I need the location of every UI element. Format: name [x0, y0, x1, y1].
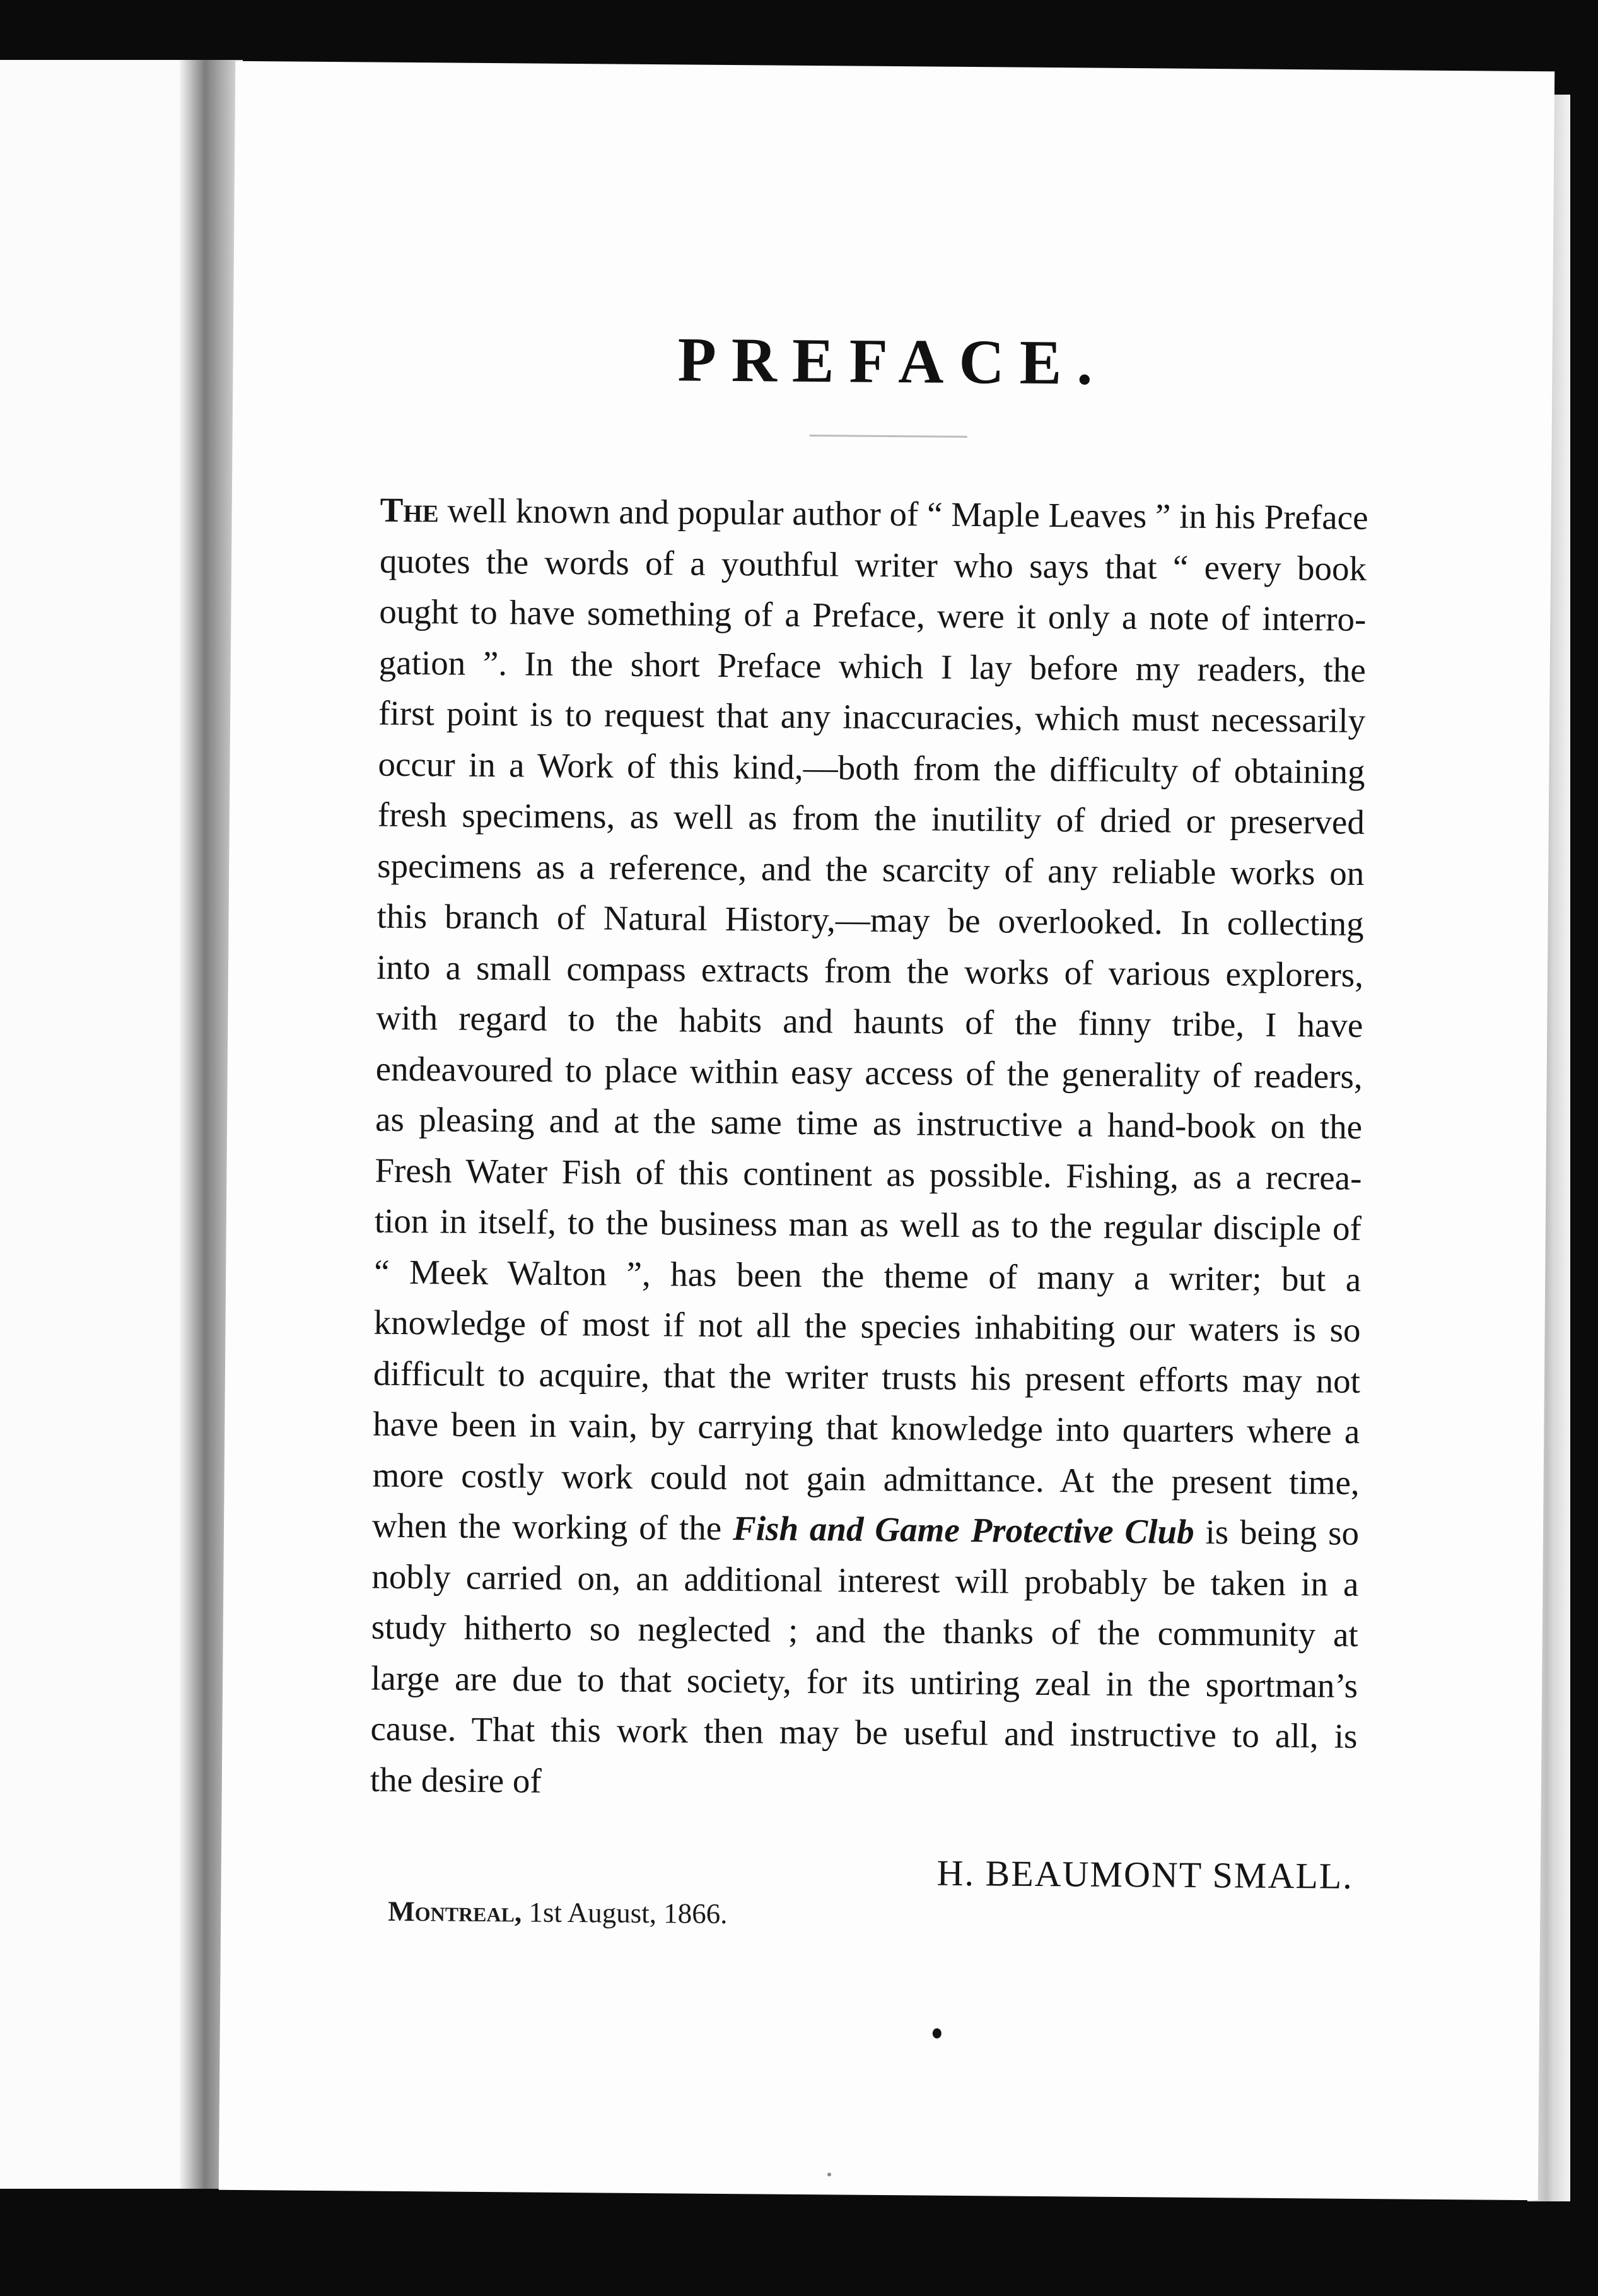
- text-line-2: quotes the words of a youthful writer who says that “ every book: [379, 541, 1367, 588]
- text-line-8: specimens as a reference, and the scarcity of any reliable works on: [377, 846, 1365, 893]
- dateline-date: 1st August, 1866.: [528, 1896, 728, 1930]
- text-line-1: [380, 485, 1367, 544]
- text-line-18: difficult to acquire, that the writer trusts his present efforts may not: [373, 1354, 1361, 1400]
- text-line-21: [372, 1501, 1360, 1559]
- opening-word: The: [380, 490, 439, 530]
- left-page: [0, 60, 208, 2189]
- text-line-26: the desire of: [370, 1760, 542, 1800]
- text-line-9: this branch of Natural History,—may be overlooked. In collecting: [376, 896, 1364, 943]
- text-line-11: with regard to the habits and haunts of the finny tribe, I have: [376, 998, 1363, 1045]
- preface-body: [370, 485, 1367, 1813]
- text-line-17: knowledge of most if not all the species inhabiting our waters is so: [373, 1303, 1361, 1349]
- text-line-5: first point is to request that any inaccuracies, which must necessarily: [378, 693, 1366, 740]
- dateline: [388, 1895, 728, 1930]
- title-rule: [810, 435, 967, 438]
- text-line-21-before: when the working of the: [371, 1506, 733, 1548]
- text-line-20: more costly work could not gain admittance. At the present time,: [372, 1455, 1360, 1502]
- text-line-6: occur in a Work of this kind,—both from the difficulty of obtaining: [378, 744, 1365, 791]
- text-line-24: large are due to that society, for its untiring zeal in the sportman’s: [370, 1658, 1358, 1705]
- text-line-7: fresh specimens, as well as from the inutility of dried or preserved: [377, 795, 1365, 841]
- ink-speck: [827, 2172, 831, 2176]
- text-line-22: nobly carried on, an additional interest will probably be taken in a: [371, 1557, 1359, 1603]
- author-signature: H. BEAUMONT SMALL.: [936, 1852, 1353, 1897]
- text-line-21-after: is being so: [1194, 1512, 1360, 1552]
- text-line-19: have been in vain, by carrying that knowledge into quarters where a: [373, 1404, 1360, 1451]
- text-line-15: tion in itself, to the business man as well as to the regular disciple of: [374, 1201, 1362, 1248]
- preface-page: [219, 61, 1554, 2200]
- text-line-12: endeavoured to place within easy access of the generality of readers,: [375, 1049, 1363, 1096]
- text-line-13: as pleasing and at the same time as instructive a hand-book on the: [375, 1099, 1363, 1146]
- text-line-4: gation ”. In the short Preface which I lay before my readers, the: [378, 643, 1367, 689]
- text-line-16: “ Meek Walton ”, has been the theme of many a writer; but a: [373, 1252, 1362, 1299]
- text-line-1-rest: well known and popular author of “ Maple Leaves ” in his Preface: [438, 491, 1368, 537]
- text-line-25: cause. That this work then may be useful and instructive to all, is: [370, 1709, 1358, 1755]
- text-line-3: ought to have something of a Preface, were it only a note of interro-: [379, 592, 1367, 638]
- text-line-14: Fresh Water Fish of this continent as possible. Fishing, as a recrea-: [375, 1151, 1362, 1197]
- text-line-10: into a small compass extracts from the works of various explorers,: [376, 947, 1364, 994]
- club-name: Fish and Game Protective Club: [732, 1509, 1194, 1551]
- dateline-place: Montreal,: [388, 1895, 522, 1928]
- text-line-23: study hitherto so neglected ; and the thanks of the community at: [371, 1607, 1358, 1654]
- page-title: PREFACE.: [677, 324, 1108, 398]
- ink-dot: [933, 2029, 942, 2039]
